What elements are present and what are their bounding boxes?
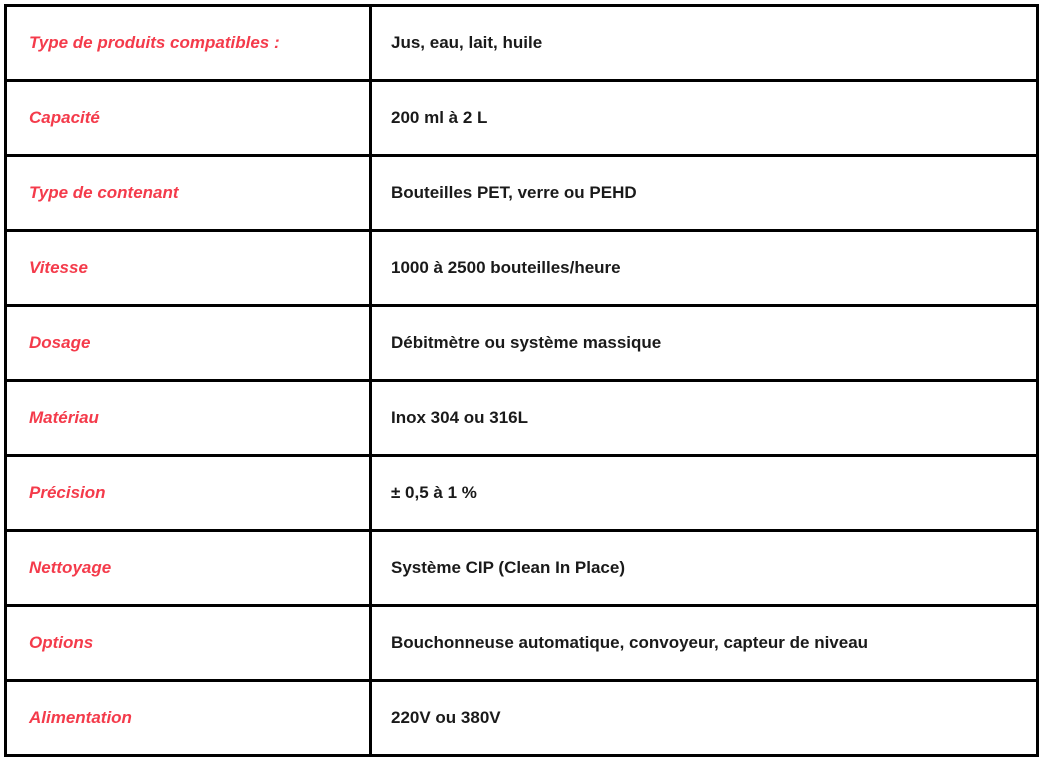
spec-value: Débitmètre ou système massique — [371, 306, 1038, 381]
spec-label: Dosage — [6, 306, 371, 381]
spec-label: Matériau — [6, 381, 371, 456]
spec-label: Options — [6, 606, 371, 681]
table-row — [6, 6, 1038, 81]
spec-value: Système CIP (Clean In Place) — [371, 531, 1038, 606]
table-row — [6, 381, 1038, 456]
spec-label: Type de produits compatibles : — [6, 6, 371, 81]
table-row — [6, 231, 1038, 306]
spec-value: Bouchonneuse automatique, convoyeur, capteur de niveau — [371, 606, 1038, 681]
spec-value: ± 0,5 à 1 % — [371, 456, 1038, 531]
spec-value: 200 ml à 2 L — [371, 81, 1038, 156]
spec-value: 1000 à 2500 bouteilles/heure — [371, 231, 1038, 306]
table-row — [6, 456, 1038, 531]
table-row — [6, 306, 1038, 381]
spec-label: Type de contenant — [6, 156, 371, 231]
spec-label: Nettoyage — [6, 531, 371, 606]
spec-value: Inox 304 ou 316L — [371, 381, 1038, 456]
spec-label: Capacité — [6, 81, 371, 156]
table-row — [6, 681, 1038, 756]
spec-value: Jus, eau, lait, huile — [371, 6, 1038, 81]
table-row — [6, 606, 1038, 681]
spec-value: Bouteilles PET, verre ou PEHD — [371, 156, 1038, 231]
spec-label: Vitesse — [6, 231, 371, 306]
table-row — [6, 81, 1038, 156]
table-row — [6, 531, 1038, 606]
spec-label: Alimentation — [6, 681, 371, 756]
specifications-table — [4, 4, 1039, 757]
table-row — [6, 156, 1038, 231]
spec-value: 220V ou 380V — [371, 681, 1038, 756]
specifications-table-body — [6, 6, 1038, 756]
spec-label: Précision — [6, 456, 371, 531]
